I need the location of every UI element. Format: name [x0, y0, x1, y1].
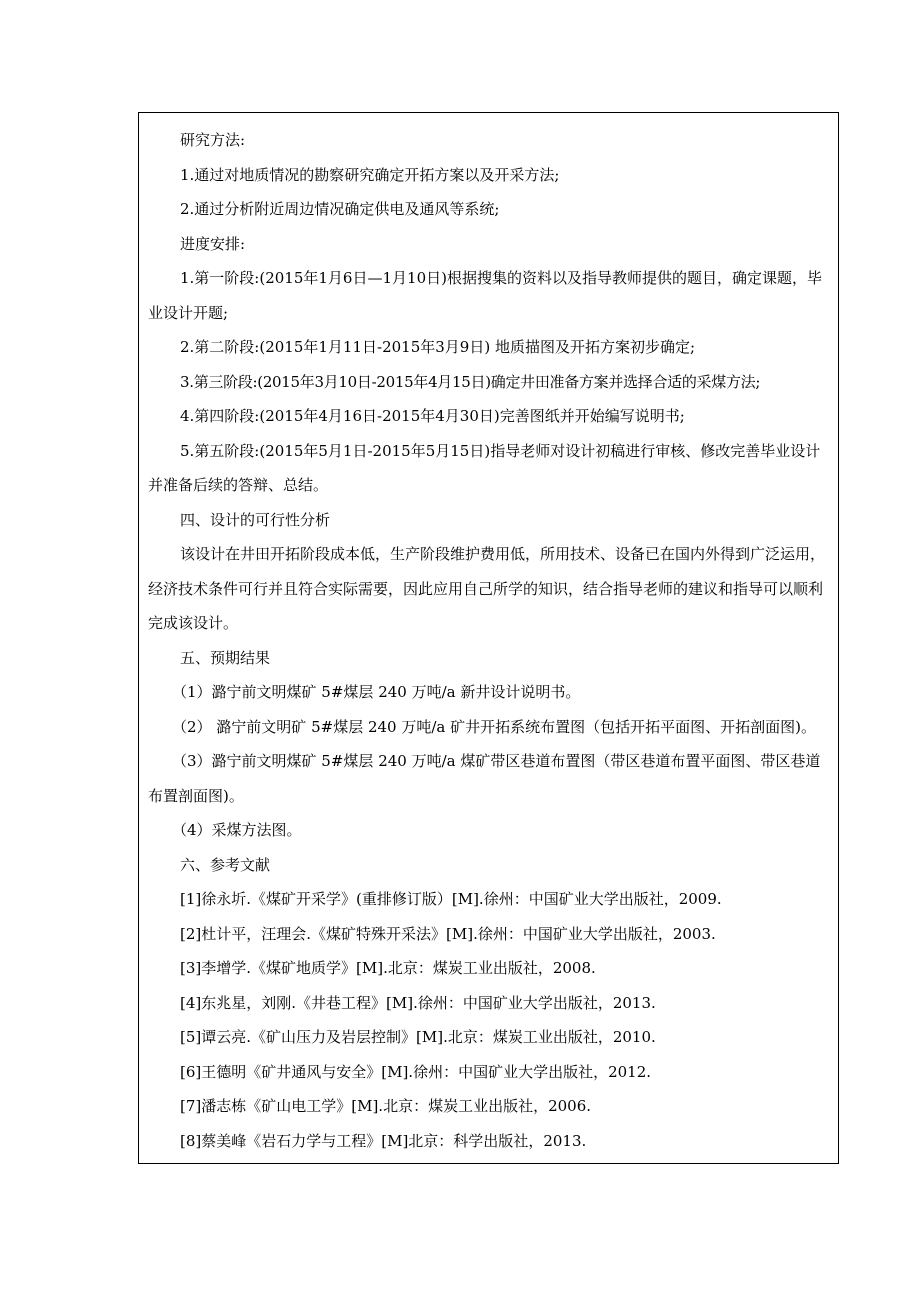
reference-item-4: [4]东兆星，刘刚.《井巷工程》[M].徐州：中国矿业大学出版社，2013. — [180, 993, 656, 1012]
schedule-item-4: 4.第四阶段:(2015年4月16日-2015年4月30日)完善图纸并开始编写说明书; — [180, 407, 685, 425]
method-item-2: 2.通过分析附近周边情况确定供电及通风等系统; — [180, 200, 500, 218]
schedule-item-5: 5.第五阶段:(2015年5月1日-2015年5月15日)指导老师对设计初稿进行审核、修改完善毕业设计并准备后续的答辩、总结。 — [148, 441, 821, 494]
section-heading-results: 五、预期结果 — [180, 648, 271, 667]
section-heading-schedule: 进度安排: — [180, 234, 246, 253]
reference-item-2: [2]杜计平，汪理会.《煤矿特殊开采法》[M].徐州：中国矿业大学出版社，2003. — [180, 924, 716, 943]
reference-item-6: [6]王德明《矿井通风与安全》[M].徐州：中国矿业大学出版社，2012. — [180, 1062, 652, 1081]
reference-item-3: [3]李增学.《煤矿地质学》[M].北京：煤炭工业出版社，2008. — [180, 959, 596, 977]
document-content — [139, 113, 838, 1158]
feasibility-body: 该设计在井田开拓阶段成本低，生产阶段维护费用低，所用技术、设备已在国内外得到广泛运用，经济技术条件可行并且符合实际需要，因此应用自己所学的知识，结合指导老师的建议和指导可以顺利完成该设计。 — [148, 545, 826, 632]
schedule-item-2: 2.第二阶段:(2015年1月11日-2015年3月9日) 地质描图及开拓方案初步确定; — [180, 338, 696, 356]
reference-item-1: [1]徐永圻.《煤矿开采学》(重排修订版）[M].徐州：中国矿业大学出版社，2009. — [180, 890, 722, 908]
section-heading-methods: 研究方法: — [180, 131, 246, 149]
result-item-4: （4）采煤方法图。 — [172, 821, 302, 839]
method-item-1: 1.通过对地质情况的勘察研究确定开拓方案以及开采方法; — [180, 165, 560, 184]
result-item-1: （1）潞宁前文明煤矿 5#煤层 240 万吨/a 新井设计说明书。 — [172, 683, 581, 701]
reference-item-7: [7]潘志栋《矿山电工学》[M].北京：煤炭工业出版社，2006. — [180, 1097, 592, 1115]
reference-item-8: [8]蔡美峰《岩石力学与工程》[M]北京：科学出版社，2013. — [180, 1131, 587, 1150]
section-heading-feasibility: 四、设计的可行性分析 — [180, 510, 331, 529]
schedule-item-3: 3.第三阶段:(2015年3月10日-2015年4月15日)确定井田准备方案并选择合适的采煤方法; — [180, 372, 761, 391]
schedule-item-1: 1.第一阶段:(2015年1月6日—1月10日)根据搜集的资料以及指导教师提供的题目，确定课题，毕业设计开题; — [148, 269, 822, 322]
result-item-3: （3）潞宁前文明煤矿 5#煤层 240 万吨/a 煤矿带区巷道布置图（带区巷道布置平面图、带区巷道布置剖面图)。 — [148, 752, 821, 805]
reference-item-5: [5]谭云亮.《矿山压力及岩层控制》[M].北京：煤炭工业出版社，2010. — [180, 1028, 656, 1046]
result-item-2: （2） 潞宁前文明矿 5#煤层 240 万吨/a 矿井开拓系统布置图（包括开拓平面图、开拓剖面图)。 — [172, 717, 816, 736]
section-heading-references: 六、参考文献 — [180, 855, 271, 874]
form-table-cell — [138, 112, 839, 1164]
